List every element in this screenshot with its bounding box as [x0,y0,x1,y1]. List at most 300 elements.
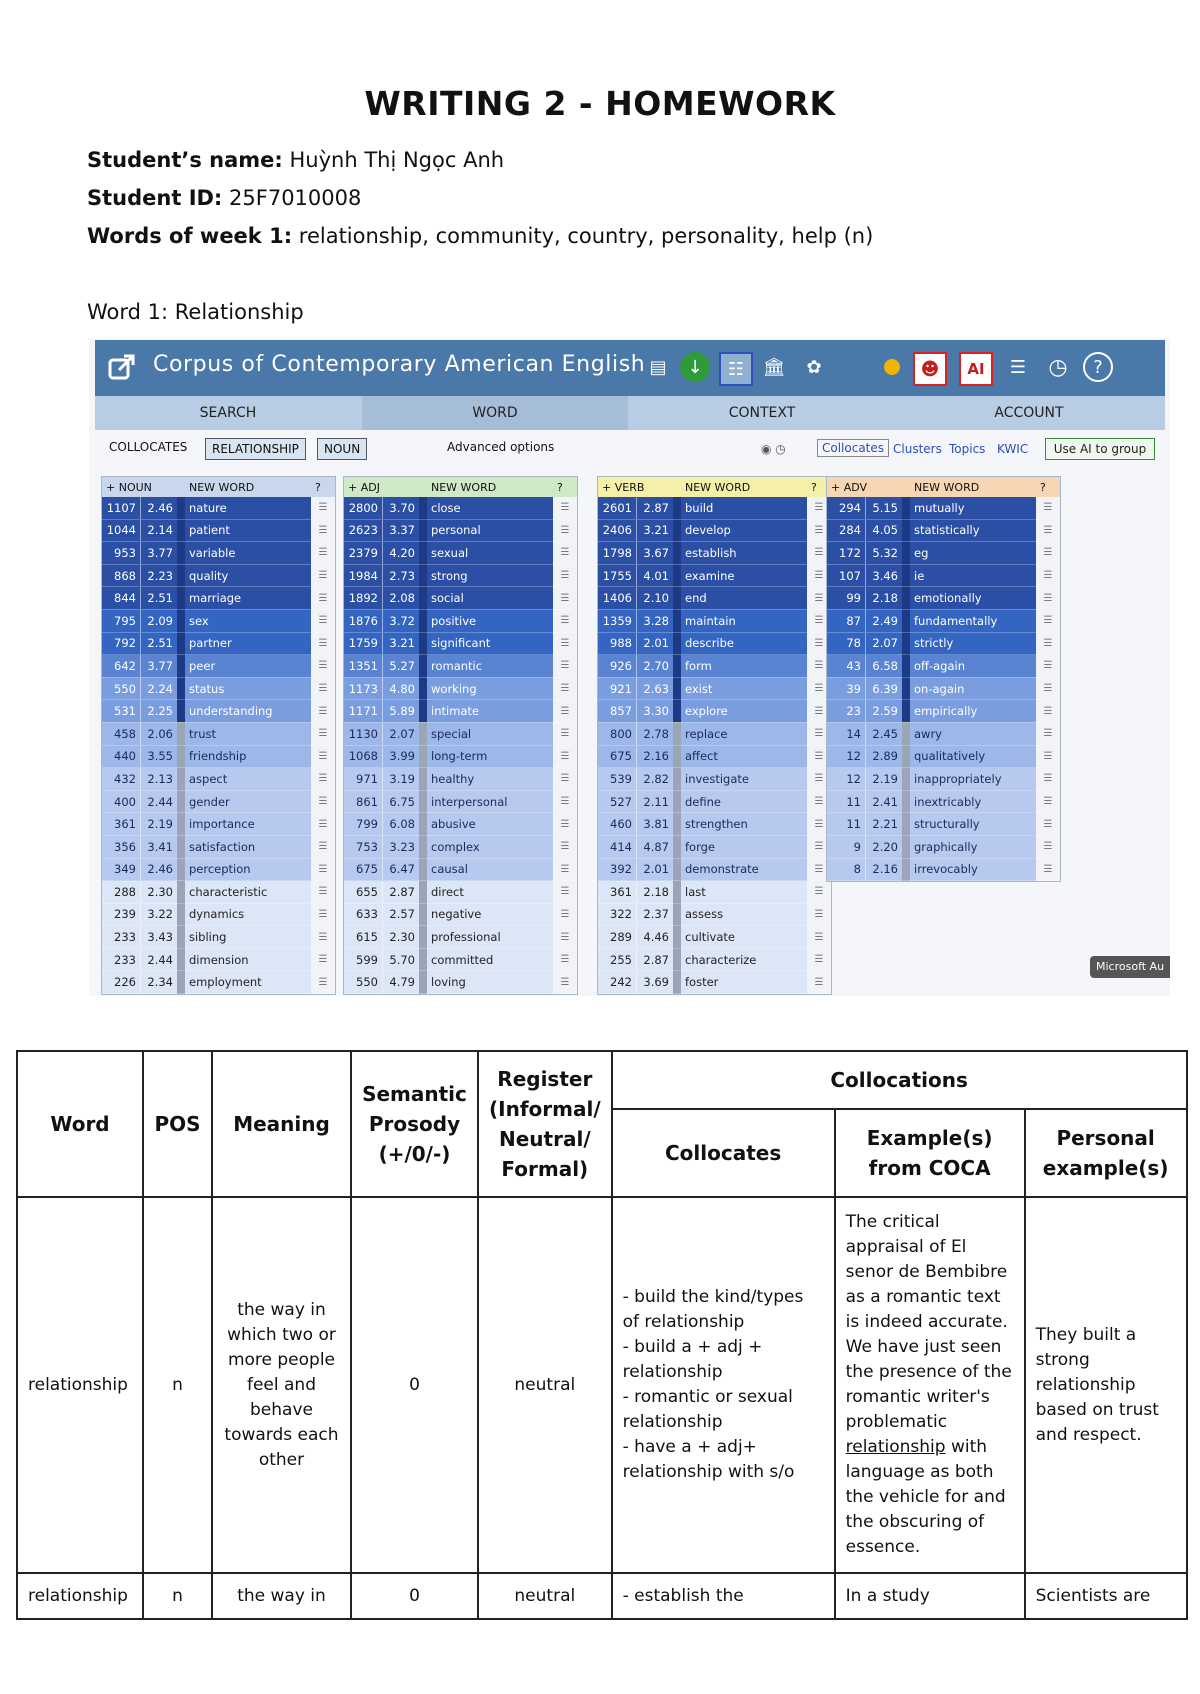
frequency-value: 1798 [598,542,637,565]
collocate-row[interactable] [102,768,335,791]
collocate-word[interactable]: significant [427,632,553,655]
row-detail-icon[interactable]: ☰ [311,587,335,610]
museum-icon[interactable]: 🏛 [762,356,786,378]
collocate-word[interactable]: describe [681,632,807,655]
collocate-word[interactable]: committed [427,948,553,971]
row-detail-icon[interactable]: ☰ [807,700,831,723]
collocate-word[interactable]: marriage [185,587,311,610]
collocate-row[interactable] [598,564,831,587]
row-detail-icon[interactable]: ☰ [807,632,831,655]
collocate-row[interactable] [827,768,1060,791]
help-icon[interactable]: ? [1083,352,1113,382]
use-ai-button[interactable]: Use AI to group [1045,438,1155,460]
row-detail-icon[interactable]: ☰ [311,790,335,813]
bar-cell [673,881,681,904]
collocate-row[interactable] [344,519,577,542]
collocate-row[interactable] [598,903,831,926]
row-detail-icon[interactable]: ☰ [807,881,831,904]
collocate-word[interactable]: satisfaction [185,835,311,858]
help-icon[interactable]: ? [1040,480,1046,494]
collocate-word[interactable]: emotionally [910,587,1036,610]
collocate-word[interactable]: sibling [185,926,311,949]
collocate-row[interactable] [827,609,1060,632]
link-topics[interactable]: Topics [949,442,986,456]
row-detail-icon[interactable]: ☰ [1036,497,1060,519]
link-clusters[interactable]: Clusters [893,442,942,456]
collocate-row[interactable] [102,609,335,632]
row-detail-icon[interactable]: ☰ [553,903,577,926]
bar-cell [177,926,185,949]
row-detail-icon[interactable]: ☰ [553,542,577,565]
collocate-row[interactable] [598,655,831,678]
collocate-word[interactable]: interpersonal [427,790,553,813]
ai-icon[interactable]: AI [959,352,993,386]
collocate-word[interactable]: examine [681,564,807,587]
collocate-word[interactable]: employment [185,971,311,994]
collocate-row[interactable] [598,790,831,813]
bar-cell [902,609,910,632]
collocate-row[interactable] [344,881,577,904]
row-detail-icon[interactable]: ☰ [807,971,831,994]
collocate-row[interactable] [598,926,831,949]
collocate-row[interactable] [344,768,577,791]
row-detail-icon[interactable]: ☰ [1036,745,1060,768]
collocate-row[interactable] [598,745,831,768]
collocate-row[interactable] [102,745,335,768]
link-collocates[interactable]: Collocates [817,439,889,457]
row-detail-icon[interactable]: ☰ [553,564,577,587]
row-detail-icon[interactable]: ☰ [807,519,831,542]
row-detail-icon[interactable]: ☰ [1036,609,1060,632]
row-detail-icon[interactable]: ☰ [1036,632,1060,655]
collocate-word[interactable]: quality [185,564,311,587]
collocate-row[interactable] [598,858,831,881]
row-detail-icon[interactable]: ☰ [553,632,577,655]
collocate-word[interactable]: sex [185,609,311,632]
collocate-word[interactable]: statistically [910,519,1036,542]
bar-cell [177,497,185,519]
cell-register: neutral [478,1573,612,1619]
collocate-word[interactable]: build [681,497,807,519]
collocate-row[interactable] [344,497,577,519]
collocate-row[interactable] [598,971,831,994]
collocate-word[interactable]: fundamentally [910,609,1036,632]
row-detail-icon[interactable]: ☰ [807,835,831,858]
row-detail-icon[interactable]: ☰ [311,564,335,587]
collocate-row[interactable] [827,745,1060,768]
collocate-word[interactable]: inappropriately [910,768,1036,791]
advanced-options-link[interactable]: Advanced options [447,440,555,454]
collocate-row[interactable] [598,700,831,723]
collocate-row[interactable] [344,858,577,881]
collocate-word[interactable]: empirically [910,700,1036,723]
collocate-word[interactable]: replace [681,722,807,745]
collocate-row[interactable] [102,655,335,678]
bar-cell [419,903,427,926]
collocate-word[interactable]: abusive [427,813,553,836]
collocate-row[interactable] [102,926,335,949]
collocate-row[interactable] [344,677,577,700]
row-detail-icon[interactable]: ☰ [553,858,577,881]
collocate-word[interactable]: define [681,790,807,813]
row-detail-icon[interactable]: ☰ [807,745,831,768]
words-line [87,224,873,248]
mi-score-value: 2.82 [637,768,674,791]
row-detail-icon[interactable]: ☰ [311,497,335,519]
collocate-word[interactable]: importance [185,813,311,836]
collocate-word[interactable]: loving [427,971,553,994]
bar-cell [419,745,427,768]
collocate-row[interactable] [102,632,335,655]
row-detail-icon[interactable]: ☰ [1036,564,1060,587]
collocate-row[interactable] [344,813,577,836]
row-detail-icon[interactable]: ☰ [807,609,831,632]
mi-score-value: 2.63 [637,677,674,700]
collocate-row[interactable] [102,813,335,836]
collocate-row[interactable] [827,655,1060,678]
collocate-word[interactable]: complex [427,835,553,858]
document-icon[interactable]: ▤ [649,356,667,378]
collocate-row[interactable] [827,497,1060,519]
pos-header: + ADV [831,480,868,494]
collocate-word[interactable]: end [681,587,807,610]
collocate-word[interactable]: intimate [427,700,553,723]
collocate-word[interactable]: graphically [910,835,1036,858]
collocate-row[interactable] [598,835,831,858]
collocate-row[interactable] [344,903,577,926]
collocate-word[interactable]: strong [427,564,553,587]
collocate-row[interactable] [598,587,831,610]
row-detail-icon[interactable]: ☰ [311,542,335,565]
external-link-icon[interactable] [107,352,137,382]
collocate-row[interactable] [102,948,335,971]
row-detail-icon[interactable]: ☰ [807,768,831,791]
collocate-row[interactable] [598,813,831,836]
row-detail-icon[interactable]: ☰ [1036,768,1060,791]
row-detail-icon[interactable]: ☰ [311,700,335,723]
nav-word[interactable]: WORD [362,396,628,430]
collocate-row[interactable] [102,587,335,610]
row-detail-icon[interactable]: ☰ [311,677,335,700]
collocate-row[interactable] [598,632,831,655]
collocate-word[interactable]: nature [185,497,311,519]
collocate-word[interactable]: mutually [910,497,1036,519]
collocate-word[interactable]: close [427,497,553,519]
collocate-word[interactable]: special [427,722,553,745]
collocate-row[interactable] [344,655,577,678]
collocate-row[interactable] [344,609,577,632]
help-icon[interactable]: ? [811,480,817,494]
row-detail-icon[interactable]: ☰ [1036,655,1060,678]
collocate-row[interactable] [344,700,577,723]
row-detail-icon[interactable]: ☰ [553,881,577,904]
collocate-word[interactable]: form [681,655,807,678]
pos-pill[interactable]: NOUN [317,438,367,460]
cell-pos: n [143,1573,212,1619]
row-detail-icon[interactable]: ☰ [807,587,831,610]
row-detail-icon[interactable]: ☰ [1036,542,1060,565]
row-detail-icon[interactable]: ☰ [311,768,335,791]
collocate-word[interactable]: negative [427,903,553,926]
collocate-word[interactable]: personal [427,519,553,542]
word-pill[interactable]: RELATIONSHIP [205,438,306,460]
collocate-word[interactable]: irrevocably [910,858,1036,881]
row-detail-icon[interactable]: ☰ [807,497,831,519]
collocate-row[interactable] [598,948,831,971]
mi-score-value: 3.77 [141,542,178,565]
row-detail-icon[interactable]: ☰ [553,835,577,858]
collocate-row[interactable] [102,519,335,542]
collocate-word[interactable]: exist [681,677,807,700]
collocate-word[interactable]: off-again [910,655,1036,678]
row-detail-icon[interactable]: ☰ [553,971,577,994]
collocate-row[interactable] [827,519,1060,542]
collocate-row[interactable] [598,768,831,791]
coca-nav [95,396,1165,430]
row-detail-icon[interactable]: ☰ [553,813,577,836]
collocate-row[interactable] [102,677,335,700]
collocate-word[interactable]: variable [185,542,311,565]
collocate-word[interactable]: maintain [681,609,807,632]
collocate-word[interactable]: sexual [427,542,553,565]
collocate-row[interactable] [598,881,831,904]
collocate-word[interactable]: gender [185,790,311,813]
row-detail-icon[interactable]: ☰ [807,677,831,700]
collocate-word[interactable]: peer [185,655,311,678]
collocate-row[interactable] [102,790,335,813]
mi-score-value: 2.57 [383,903,420,926]
list-view-icon[interactable]: ☷ [719,352,753,386]
row-detail-icon[interactable]: ☰ [553,790,577,813]
collocate-word[interactable]: healthy [427,768,553,791]
row-detail-icon[interactable]: ☰ [807,790,831,813]
collocate-row[interactable] [344,587,577,610]
frequency-value: 400 [102,790,141,813]
collocate-row[interactable] [827,632,1060,655]
collocate-word[interactable]: perception [185,858,311,881]
row-detail-icon[interactable]: ☰ [807,948,831,971]
link-kwic[interactable]: KWIC [997,442,1029,456]
row-detail-icon[interactable]: ☰ [807,903,831,926]
collocate-row[interactable] [827,790,1060,813]
collocate-row[interactable] [598,497,831,519]
collocate-word[interactable]: direct [427,881,553,904]
row-detail-icon[interactable]: ☰ [311,881,335,904]
collocate-word[interactable]: cultivate [681,926,807,949]
collocate-word[interactable]: forge [681,835,807,858]
row-detail-icon[interactable]: ☰ [553,677,577,700]
collocate-row[interactable] [598,542,831,565]
row-detail-icon[interactable]: ☰ [807,722,831,745]
row-detail-icon[interactable]: ☰ [311,609,335,632]
collocate-row[interactable] [827,858,1060,881]
collocate-word[interactable]: friendship [185,745,311,768]
row-detail-icon[interactable]: ☰ [807,542,831,565]
collocate-word[interactable]: ie [910,564,1036,587]
collocate-word[interactable]: qualitatively [910,745,1036,768]
row-detail-icon[interactable]: ☰ [807,655,831,678]
collocate-word[interactable]: characterize [681,948,807,971]
row-detail-icon[interactable]: ☰ [553,497,577,519]
row-detail-icon[interactable]: ☰ [807,813,831,836]
collocate-word[interactable]: establish [681,542,807,565]
collocate-word[interactable]: inextricably [910,790,1036,813]
row-detail-icon[interactable]: ☰ [311,813,335,836]
collocate-word[interactable]: eg [910,542,1036,565]
collocate-word[interactable]: partner [185,632,311,655]
row-detail-icon[interactable]: ☰ [311,632,335,655]
row-detail-icon[interactable]: ☰ [1036,677,1060,700]
row-detail-icon[interactable]: ☰ [311,722,335,745]
collocate-word[interactable]: romantic [427,655,553,678]
collocate-word[interactable]: patient [185,519,311,542]
mi-score-value: 4.87 [637,835,674,858]
collocate-word[interactable]: causal [427,858,553,881]
collocate-row[interactable] [827,722,1060,745]
collocate-row[interactable] [598,677,831,700]
collocate-word[interactable]: awry [910,722,1036,745]
collocate-word[interactable]: investigate [681,768,807,791]
row-detail-icon[interactable]: ☰ [311,971,335,994]
row-detail-icon[interactable]: ☰ [1036,722,1060,745]
row-detail-icon[interactable]: ☰ [553,722,577,745]
collocate-word[interactable]: working [427,677,553,700]
row-detail-icon[interactable]: ☰ [553,926,577,949]
collocate-row[interactable] [102,858,335,881]
collocate-row[interactable] [344,632,577,655]
collocate-row[interactable] [344,745,577,768]
row-detail-icon[interactable]: ☰ [553,745,577,768]
nav-account[interactable]: ACCOUNT [994,405,1064,421]
globe-icon[interactable]: ◉ ◷ [761,442,786,456]
nav-search[interactable]: SEARCH [199,405,257,421]
collocate-row[interactable] [102,835,335,858]
help-icon[interactable]: ? [315,480,321,494]
row-detail-icon[interactable]: ☰ [1036,813,1060,836]
row-detail-icon[interactable]: ☰ [553,768,577,791]
collocate-row[interactable] [102,903,335,926]
row-detail-icon[interactable]: ☰ [311,835,335,858]
collocate-row[interactable] [102,722,335,745]
frequency-value: 172 [827,542,866,565]
frequency-value: 284 [827,519,866,542]
row-detail-icon[interactable]: ☰ [311,858,335,881]
row-detail-icon[interactable]: ☰ [807,858,831,881]
collocate-row[interactable] [344,542,577,565]
cell-prosody: 0 [351,1573,478,1619]
collocate-row[interactable] [344,564,577,587]
collocate-row[interactable] [102,497,335,519]
collocate-word[interactable]: structurally [910,813,1036,836]
collocate-row[interactable] [344,926,577,949]
collocate-word[interactable]: aspect [185,768,311,791]
row-detail-icon[interactable]: ☰ [1036,587,1060,610]
collocate-row[interactable] [827,700,1060,723]
row-detail-icon[interactable]: ☰ [311,948,335,971]
collocate-word[interactable]: foster [681,971,807,994]
collocate-word[interactable]: explore [681,700,807,723]
collocate-word[interactable]: trust [185,722,311,745]
row-detail-icon[interactable]: ☰ [807,564,831,587]
collocate-word[interactable]: social [427,587,553,610]
row-detail-icon[interactable]: ☰ [1036,858,1060,881]
row-detail-icon[interactable]: ☰ [1036,790,1060,813]
row-detail-icon[interactable]: ☰ [1036,700,1060,723]
collocate-word[interactable]: dimension [185,948,311,971]
collocate-word[interactable]: strengthen [681,813,807,836]
download-icon[interactable]: ↓ [680,352,710,382]
row-detail-icon[interactable]: ☰ [553,519,577,542]
row-detail-icon[interactable]: ☰ [311,745,335,768]
cell-pos: n [143,1197,212,1573]
collocate-word[interactable]: assess [681,903,807,926]
collocate-word[interactable]: develop [681,519,807,542]
settings-icon[interactable]: ✿ [806,356,822,378]
row-detail-icon[interactable]: ☰ [553,948,577,971]
collocate-row[interactable] [344,948,577,971]
row-detail-icon[interactable]: ☰ [807,926,831,949]
row-detail-icon[interactable]: ☰ [311,655,335,678]
help-icon[interactable]: ? [557,480,563,494]
menu-list-icon[interactable]: ☰ [1009,356,1027,378]
collocate-word[interactable]: characteristic [185,881,311,904]
collocate-word[interactable]: on-again [910,677,1036,700]
collocate-row[interactable] [827,677,1060,700]
collocate-row[interactable] [598,519,831,542]
row-detail-icon[interactable]: ☰ [553,587,577,610]
collocate-row[interactable] [102,881,335,904]
row-detail-icon[interactable]: ☰ [1036,519,1060,542]
history-icon[interactable]: ◷ [1048,354,1068,380]
collocate-row[interactable] [827,835,1060,858]
collocate-word[interactable]: long-term [427,745,553,768]
row-detail-icon[interactable]: ☰ [553,700,577,723]
collocate-word[interactable]: positive [427,609,553,632]
row-detail-icon[interactable]: ☰ [553,655,577,678]
collocate-row[interactable] [344,722,577,745]
bar-cell [673,858,681,881]
collocate-row[interactable] [344,790,577,813]
collocate-row[interactable] [102,542,335,565]
row-detail-icon[interactable]: ☰ [1036,835,1060,858]
collocate-row[interactable] [827,564,1060,587]
row-detail-icon[interactable]: ☰ [311,903,335,926]
collocate-word[interactable]: understanding [185,700,311,723]
collocate-row[interactable] [827,813,1060,836]
row-detail-icon[interactable]: ☰ [311,519,335,542]
collocate-word[interactable]: affect [681,745,807,768]
collocate-row[interactable] [344,971,577,994]
collocate-row[interactable] [102,700,335,723]
collocate-word[interactable]: professional [427,926,553,949]
collocate-word[interactable]: last [681,881,807,904]
row-detail-icon[interactable]: ☰ [553,609,577,632]
collocate-row[interactable] [827,542,1060,565]
collocate-word[interactable]: demonstrate [681,858,807,881]
collocate-row[interactable] [827,587,1060,610]
user-icon[interactable]: ☻ [913,352,947,386]
collocate-word[interactable]: status [185,677,311,700]
row-detail-icon[interactable]: ☰ [311,926,335,949]
collocate-word[interactable]: dynamics [185,903,311,926]
collocate-row[interactable] [598,722,831,745]
collocate-row[interactable] [102,971,335,994]
collocate-word[interactable]: strictly [910,632,1036,655]
collocate-row[interactable] [344,835,577,858]
nav-context[interactable]: CONTEXT [728,405,796,421]
collocate-row[interactable] [102,564,335,587]
collocate-row[interactable] [598,609,831,632]
